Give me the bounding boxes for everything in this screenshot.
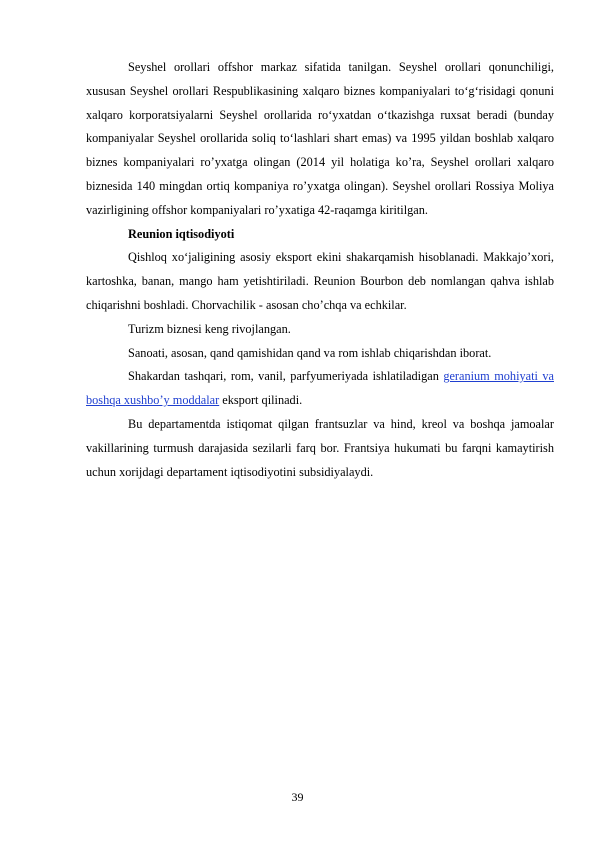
paragraph-shakardan-tail: eksport qilinadi. xyxy=(219,393,303,408)
paragraph-departament: Bu departamentda istiqomat qilgan frantsuzlar va hind, kreol va boshqa jamoalar vakillarining turmush darajasida sezilarli farq bor. Frantsiya hukumati bu farqni kamaytirish uchun xorijdagi departament iqtisodiyotini subsidiyalaydi. xyxy=(86,416,554,479)
geranium-link[interactable]: geranium mohiyati va boshqa xushbo’y moddalar xyxy=(86,369,554,408)
section-heading: Reunion iqtisodiyoti xyxy=(128,226,235,241)
paragraph-shakardan-lead: Shakardan tashqari, rom, vanil, parfyumeriyada ishlatiladigan xyxy=(128,369,444,384)
page-number: 39 xyxy=(291,790,304,804)
paragraph-seyshel: Seyshel orollari offshor markaz sifatida tanilgan. Seyshel orollari qonunchiligi, xususan Seyshel orollari Respublikasining xalqaro biznes kompaniyalari toʻgʻrisidagi qonuni xalqaro korporatsiyalarni Seyshel orollarida roʻyxatdan oʻtkazishga ruxsat beradi (bunday kompaniyalar Seyshel orollarida soliq toʻlashlari shart emas) va 1995 yildan boshlab xalqaro biznes kompaniyalari ro’yxatga olingan (2014 yil holatiga ko’ra, Seyshel orollari xalqaro biznesida 140 mingdan ortiq kompaniya ro’yxatga olingan). Seyshel orollari Rossiya Moliya vazirligining offshor kompaniyalari ro’yxatiga 42-raqamga kiritilgan. xyxy=(86,60,554,217)
paragraph-turizm: Turizm biznesi keng rivojlangan. xyxy=(128,321,291,336)
paragraph-shakardan xyxy=(86,365,554,413)
paragraph-sanoat: Sanoati, asosan, qand qamishidan qand va rom ishlab chiqarishdan iborat. xyxy=(128,345,492,360)
document-body xyxy=(86,56,554,484)
paragraph-qishloq: Qishloq xoʻjaligining asosiy eksport ekini shakarqamish hisoblanadi. Makkajo’xori, kartoshka, banan, mango ham yetishtiriladi. Reunion Bourbon deb nomlangan qahva ishlab chiqarishni boshladi. Chorvachilik - asosan cho’chqa va echkilar. xyxy=(86,250,554,312)
